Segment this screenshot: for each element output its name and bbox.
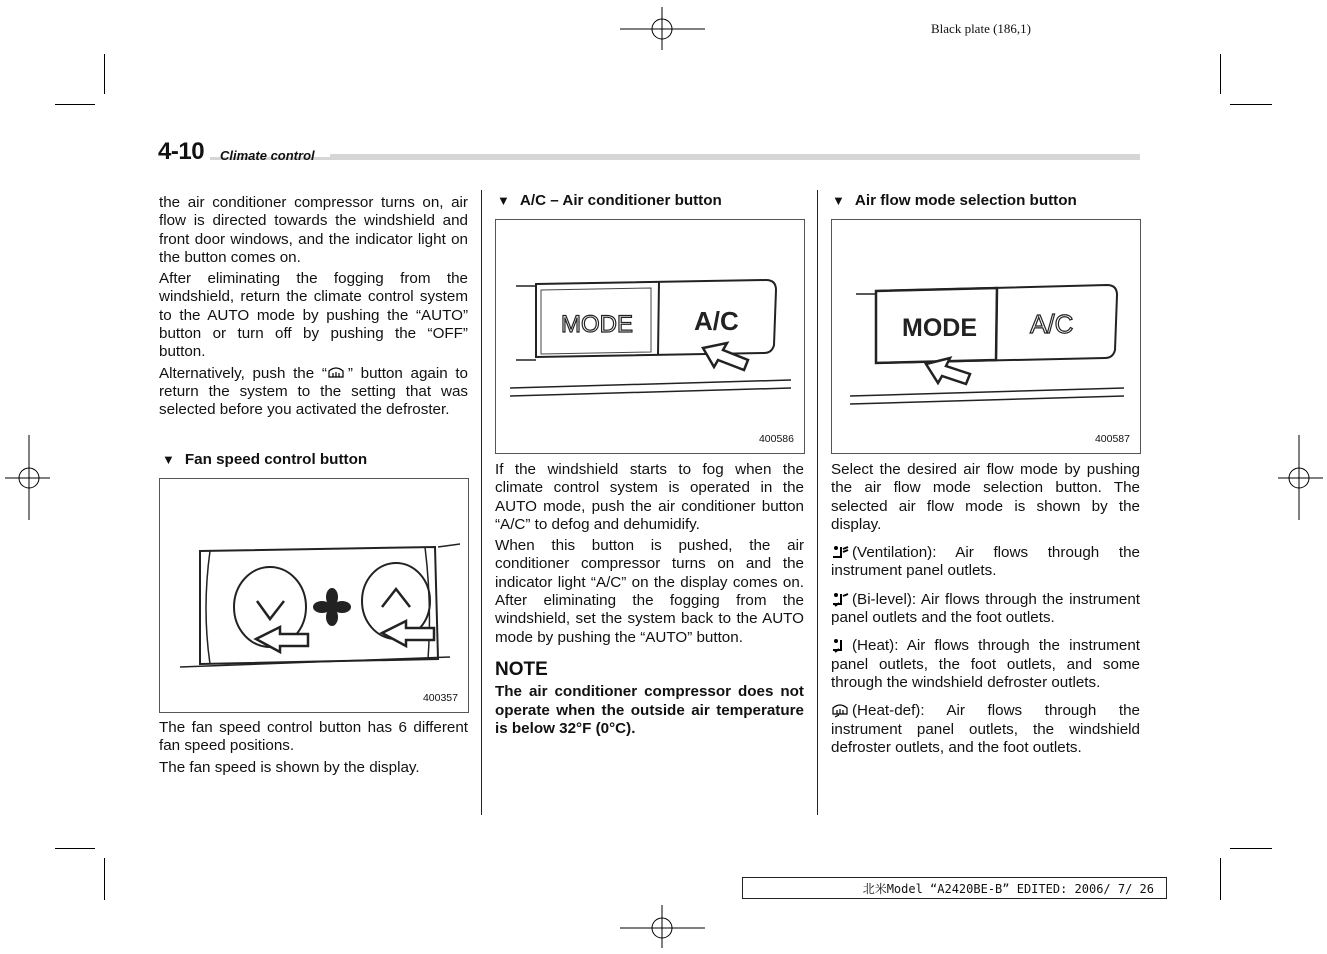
paragraph-text: Alternatively, push the “ <box>159 364 327 382</box>
triangle-bullet-icon: ▼ <box>497 193 510 208</box>
figure-number: 400357 <box>422 692 458 704</box>
header-rule <box>330 154 1140 160</box>
ac-button-illustration <box>496 220 804 453</box>
paragraph-text: ” button again to return the system to the setting that was selected before you activated the defroster. <box>159 364 468 419</box>
page-number: 4-10 <box>158 138 205 165</box>
ventilation-icon <box>831 544 849 560</box>
defroster-icon <box>327 365 345 381</box>
mode-text: (Bi-level): Air flows through the instrument panel outlets and the foot outlets. <box>831 590 1140 627</box>
footer-box <box>742 877 1167 899</box>
fan-speed-heading <box>162 451 367 468</box>
heat-def-icon <box>831 702 849 718</box>
heading-text: Air flow mode selection button <box>854 192 1077 209</box>
figure-number: 400586 <box>758 433 794 445</box>
column-divider-1 <box>481 190 482 815</box>
air-flow-heading <box>832 192 1077 209</box>
mode-heat-def <box>831 702 1140 757</box>
fan-speed-illustration <box>160 479 468 712</box>
paragraph: the air conditioner compressor turns on, air flow is directed towards the windshield and front door windows, and the indicator light on the button comes on. <box>159 194 468 266</box>
mode-bi-level <box>831 591 1140 628</box>
mode-text: (Ventilation): Air flows through the instrument panel outlets. <box>831 544 1140 580</box>
ac-label: A/C <box>694 306 739 336</box>
ac-label: A/C <box>1030 309 1074 339</box>
mode-heat <box>831 637 1140 692</box>
paragraph: After eliminating the fogging from the windshield, return the climate control system to the AUTO mode by pushing the “AUTO” button or turn off by pushing the “OFF” button. <box>159 270 468 361</box>
bi-level-icon <box>831 591 849 607</box>
fan-icon <box>313 588 351 626</box>
note-text: The air conditioner compressor does not operate when the outside air temperature is below 32°F (0°C). <box>495 683 804 737</box>
column-2-text <box>495 461 804 741</box>
fan-speed-figure <box>159 478 469 713</box>
registration-mark-right <box>1278 435 1323 520</box>
mode-button-illustration <box>832 220 1140 453</box>
heading-text: A/C – Air conditioner button <box>519 192 722 209</box>
registration-mark-left <box>5 435 50 520</box>
mode-ventilation <box>831 544 1140 581</box>
ac-button-heading <box>497 192 722 209</box>
mode-text: (Heat): Air flows through the instrument panel outlets, the foot outlets, and some through the windshield defroster outlets. <box>831 637 1140 691</box>
column-1-lower <box>159 719 468 780</box>
mode-label: MODE <box>902 314 977 342</box>
plate-label: Black plate (186,1) <box>931 21 1031 36</box>
mode-label: MODE <box>561 311 633 338</box>
column-divider-2 <box>817 190 818 815</box>
registration-mark-bottom <box>620 905 705 950</box>
triangle-bullet-icon: ▼ <box>832 193 845 208</box>
column-1 <box>159 194 468 423</box>
triangle-bullet-icon: ▼ <box>162 452 175 467</box>
note-title: NOTE <box>495 658 548 680</box>
registration-mark-top <box>620 5 705 50</box>
paragraph: The fan speed control button has 6 different fan speed positions. <box>159 719 468 755</box>
paragraph <box>159 365 468 420</box>
paragraph: Select the desired air flow mode by pushing the air flow mode selection button. The selected air flow mode is shown by the display. <box>831 461 1140 533</box>
footer-text: 北米Model “A2420BE-B” EDITED: 2006/ 7/ 26 <box>862 882 1154 896</box>
column-3-text <box>831 461 1140 760</box>
paragraph: The fan speed is shown by the display. <box>159 758 420 776</box>
figure-number: 400587 <box>1094 433 1130 445</box>
mode-button-figure <box>831 219 1141 454</box>
paragraph: If the windshield starts to fog when the climate control system is operated in the AUTO mode, push the air conditioner button “A/C” to defog and dehumidify. <box>495 461 804 533</box>
mode-text: (Heat-def): Air flows through the instrument panel outlets, the windshield defroster outlets, and the foot outlets. <box>831 702 1140 756</box>
section-title: Climate control <box>220 148 315 163</box>
heat-icon <box>831 637 849 653</box>
paragraph: When this button is pushed, the air conditioner compressor turns on and the indicator light “A/C” on the display comes on. After eliminating the fogging from the windshield, set the system back to the AUTO mode by pushing the “AUTO” button. <box>495 537 804 646</box>
ac-button-figure <box>495 219 805 454</box>
heading-text: Fan speed control button <box>184 451 368 468</box>
